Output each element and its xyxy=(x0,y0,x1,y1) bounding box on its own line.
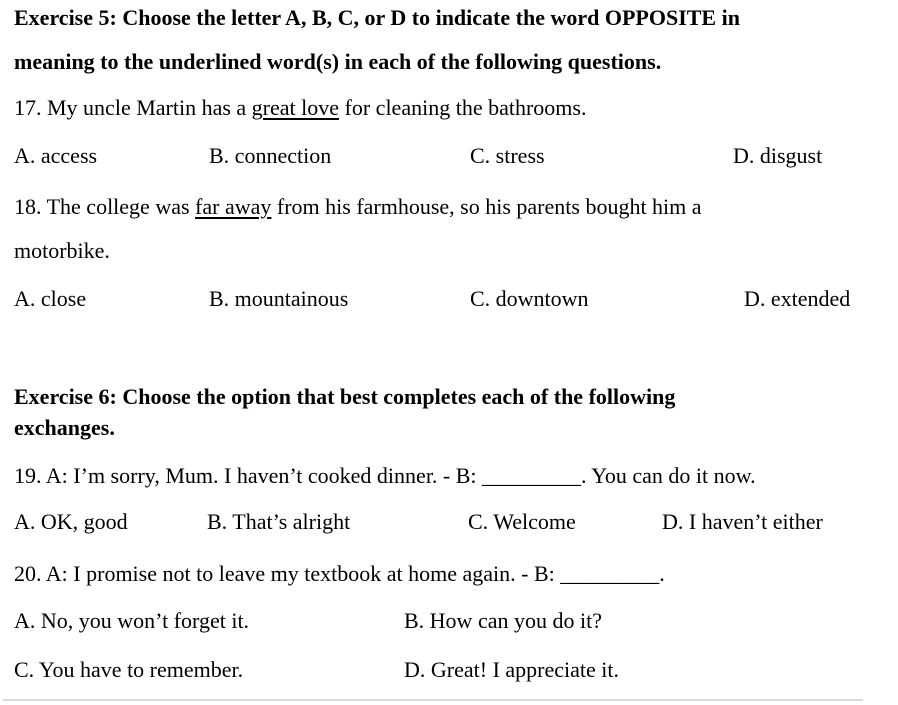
q19-option-c: C. Welcome xyxy=(468,509,576,534)
question-19-options xyxy=(14,509,898,536)
q17-stem-after: for cleaning the bathrooms. xyxy=(339,95,587,120)
q18-option-b: B. mountainous xyxy=(209,286,349,311)
exercise6-heading-line1: Exercise 6: Choose the option that best completes each of the following xyxy=(14,384,676,409)
question-17-options xyxy=(14,143,898,170)
q17-underlined-phrase: great love xyxy=(251,95,340,120)
q17-option-d: D. disgust xyxy=(733,143,823,168)
q20-option-b: B. How can you do it? xyxy=(404,608,602,633)
q20-option-d: D. Great! I appreciate it. xyxy=(404,657,619,682)
q19-option-d: D. I haven’t either xyxy=(662,509,823,534)
question-19-stem: 19. A: I’m sorry, Mum. I haven’t cooked dinner. - B: _________. You can do it now. xyxy=(14,463,756,488)
question-20-options-row1 xyxy=(14,608,898,635)
exercise5-heading-line2: meaning to the underlined word(s) in each of the following questions. xyxy=(14,49,662,74)
q17-stem-before: 17. My uncle Martin has a xyxy=(14,95,252,120)
exercise5-heading-line1: Exercise 5: Choose the letter A, B, C, or D to indicate the word OPPOSITE in xyxy=(14,5,740,30)
exercise6-heading-line2: exchanges. xyxy=(14,415,115,440)
question-17-stem xyxy=(14,94,586,121)
q18-option-c: C. downtown xyxy=(470,286,589,311)
question-18-stem-line2: motorbike. xyxy=(14,238,110,263)
q20-option-a: A. No, you won’t forget it. xyxy=(14,608,250,633)
question-20-options-row2 xyxy=(14,657,898,684)
q18-stem-before: 18. The college was xyxy=(14,194,196,219)
scan-artifact-line xyxy=(3,699,863,701)
q20-option-c: C. You have to remember. xyxy=(14,657,244,682)
question-18-options xyxy=(14,286,898,313)
q19-option-a: A. OK, good xyxy=(14,509,128,534)
q18-underlined-phrase: far away xyxy=(195,194,272,219)
q17-option-c: C. stress xyxy=(470,143,545,168)
q18-option-a: A. close xyxy=(14,286,87,311)
question-18-stem-line1 xyxy=(14,193,702,220)
q18-stem-after: from his farmhouse, so his parents bought him a xyxy=(271,194,702,219)
q19-option-b: B. That’s alright xyxy=(207,509,351,534)
question-20-stem: 20. A: I promise not to leave my textbook at home again. - B: _________. xyxy=(14,561,665,586)
q17-option-b: B. connection xyxy=(209,143,332,168)
q18-option-d: D. extended xyxy=(744,286,851,311)
q17-option-a: A. access xyxy=(14,143,98,168)
